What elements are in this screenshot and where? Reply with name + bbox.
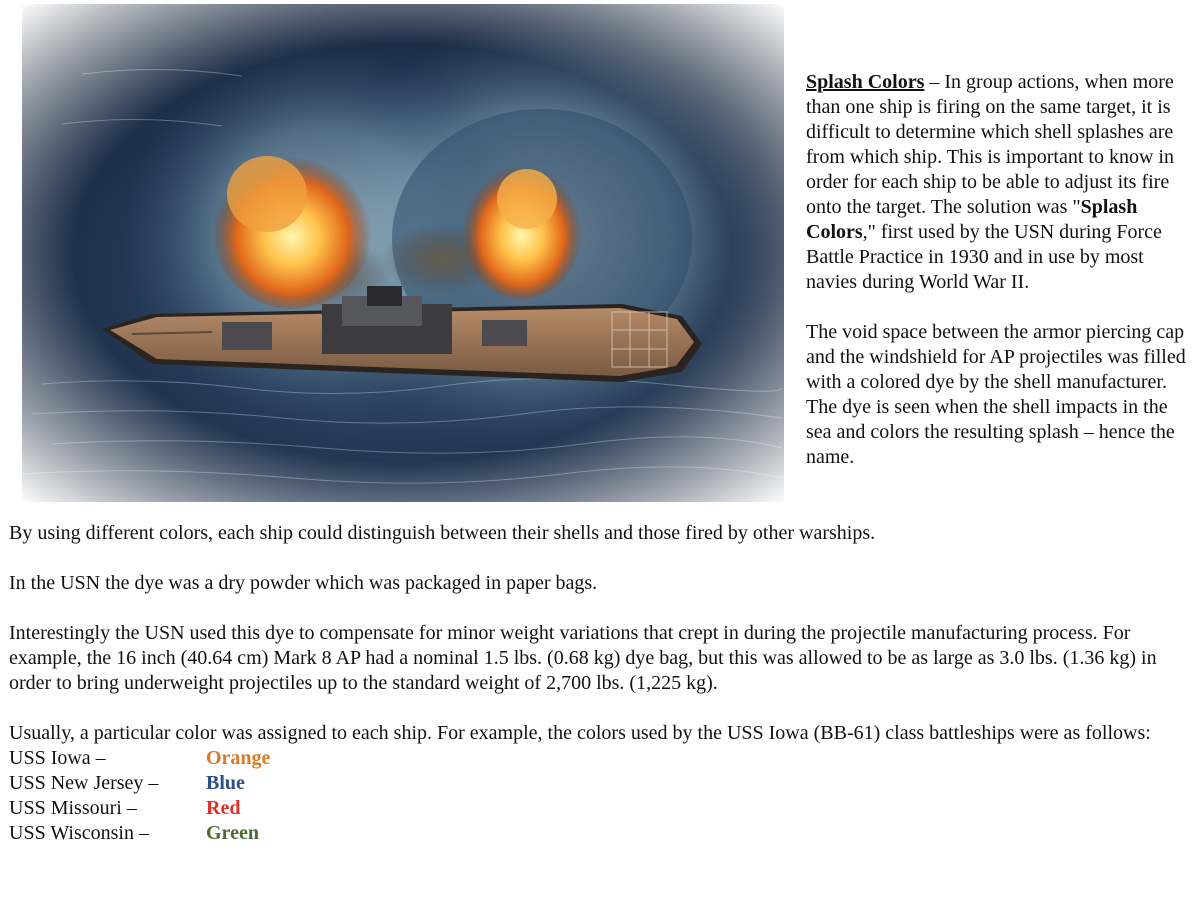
sidebar-text xyxy=(806,70,1191,470)
ship-color: Blue xyxy=(206,772,245,794)
ship-color: Red xyxy=(206,797,241,819)
paragraph-dry-powder: In the USN the dye was a dry powder which was packaged in paper bags. xyxy=(9,572,598,594)
intro-tail-text: ," first used by the USN during Force Battle Practice in 1930 and in use by most navies during World War II. xyxy=(806,221,1162,293)
ship-color-row-missouri xyxy=(9,796,1194,821)
ship-color-row-new-jersey xyxy=(9,771,1194,796)
paragraph-weight-compensation: Interestingly the USN used this dye to compensate for minor weight variations that crept in during the projectile manufacturing process. For example, the 16 inch (40.64 cm) Mark 8 AP had a nominal 1.5 lbs. (0.68 kg) dye bag, but this was allowed to be as large as 3.0 lbs. (1.36 kg) in order to bring underweight projectiles up to the standard weight of 2,700 lbs. (1,225 kg). xyxy=(9,622,1157,694)
ship-color-list xyxy=(9,746,1194,846)
splash-colors-paragraph xyxy=(806,70,1191,295)
ship-color: Orange xyxy=(206,747,271,769)
void-space-paragraph: The void space between the armor piercing cap and the windshield for AP projectiles was filled with a colored dye by the shell manufacturer. The dye is seen when the shell impacts in the sea and colors the resulting splash – hence the name. xyxy=(806,321,1186,468)
intro-text: – In group actions, when more than one ship is firing on the same target, it is difficult to determine which shell splashes are from which ship. This is important to know in order for each ship to be able to adjust its fire onto the target. The solution was " xyxy=(806,71,1174,218)
body-text xyxy=(9,521,1194,846)
ship-color-row-wisconsin xyxy=(9,821,1194,846)
solution-term: Splash Colors xyxy=(806,196,1138,243)
ship-name: USS New Jersey – xyxy=(9,772,159,794)
battleship-photo xyxy=(22,4,784,502)
ship-name: USS Iowa – xyxy=(9,747,106,769)
paragraph-color-assignment: Usually, a particular color was assigned to each ship. For example, the colors used by the USS Iowa (BB-61) class battleships were as follows: xyxy=(9,722,1151,744)
ship-name: USS Missouri – xyxy=(9,797,137,819)
ship-color-row-iowa xyxy=(9,746,1194,771)
paragraph-distinguish: By using different colors, each ship could distinguish between their shells and those fired by other warships. xyxy=(9,522,876,544)
ship-color: Green xyxy=(206,822,259,844)
splash-colors-heading: Splash Colors xyxy=(806,71,925,93)
ship-name: USS Wisconsin – xyxy=(9,822,149,844)
